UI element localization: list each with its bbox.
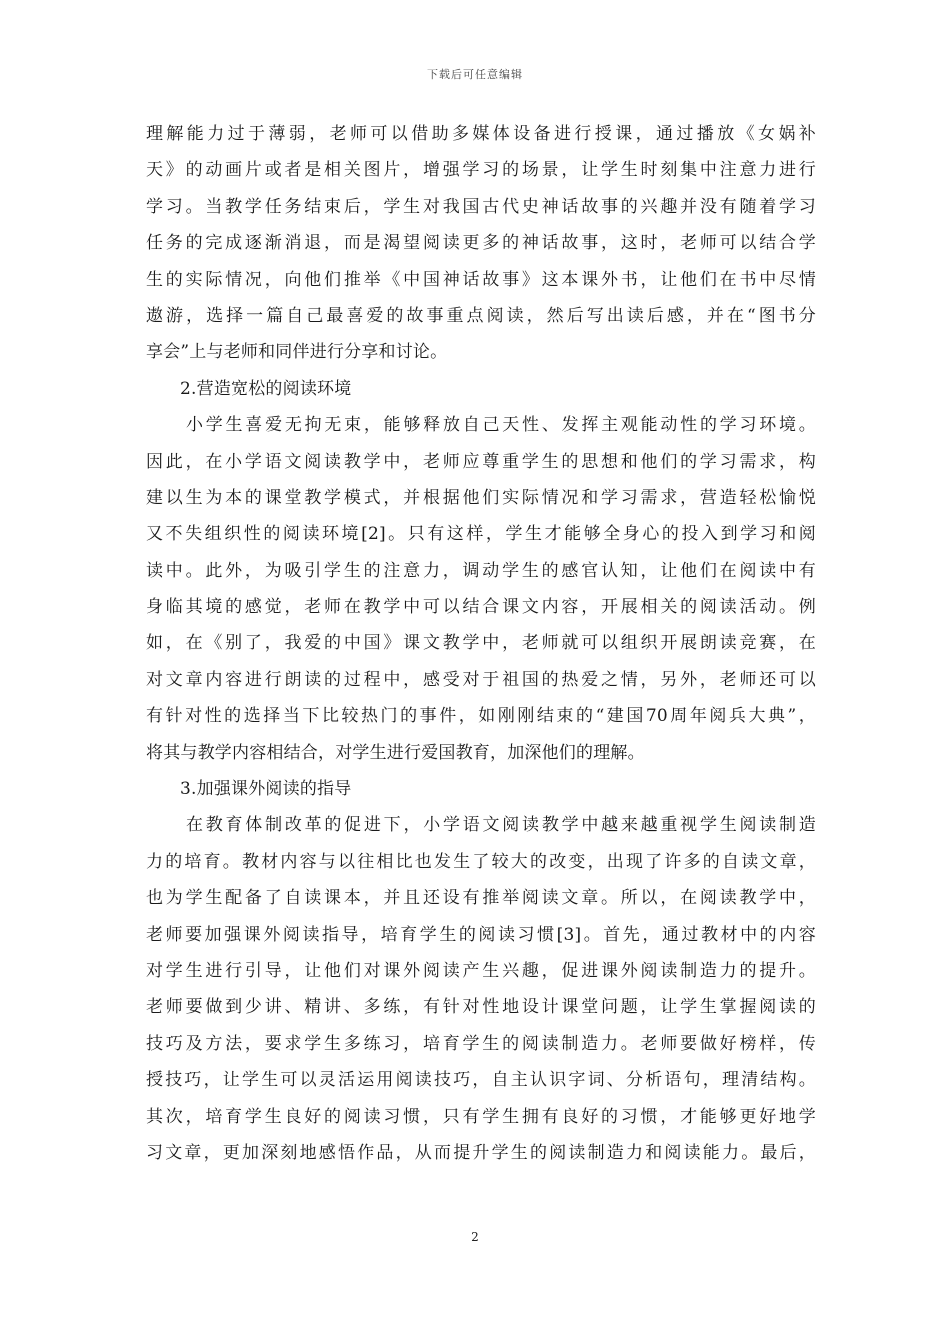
text-line: 有针对性的选择当下比较热门的事件，如刚刚结束的“建国70周年阅兵大典”， xyxy=(146,706,816,727)
text-line: 小学生喜爱无拘无束，能够释放自己天性、发挥主观能动性的学习环境。 xyxy=(186,415,816,436)
text-line: 习文章，更加深刻地感悟作品，从而提升学生的阅读制造力和阅读能力。最后， xyxy=(146,1142,816,1163)
text-line: 建以生为本的课堂教学模式，并根据他们实际情况和学习需求，营造轻松愉悦 xyxy=(146,487,816,508)
text-line: 学习。当教学任务结束后，学生对我国古代史神话故事的兴趣并没有随着学习 xyxy=(146,196,816,217)
text-line: 生的实际情况，向他们推举《中国神话故事》这本课外书，让他们在书中尽情 xyxy=(146,269,816,290)
page-header: 下载后可任意编辑 xyxy=(427,68,523,81)
paragraph xyxy=(146,807,816,1171)
paragraph xyxy=(146,116,816,371)
text-line: 理解能力过于薄弱，老师可以借助多媒体设备进行授课，通过播放《女娲补 xyxy=(146,124,816,144)
text-line: 也为学生配备了自读课本，并且还设有推举阅读文章。所以，在阅读教学中， xyxy=(146,888,816,909)
page-number: 2 xyxy=(471,1230,479,1244)
paragraph xyxy=(146,407,816,771)
text-line: 力的培育。教材内容与以往相比也发生了较大的改变，出现了许多的自读文章， xyxy=(146,851,816,872)
text-line: 对文章内容进行朗读的过程中，感受对于祖国的热爱之情，另外，老师还可以 xyxy=(146,669,816,690)
text-line: 授技巧，让学生可以灵活运用阅读技巧，自主认识字词、分析语句，理清结构。 xyxy=(146,1070,816,1091)
text-line: 如，在《别了，我爱的中国》课文教学中，老师就可以组织开展朗读竞赛，在 xyxy=(146,633,816,654)
text-line: 任务的完成逐渐消退，而是渴望阅读更多的神话故事，这时，老师可以结合学 xyxy=(146,233,816,254)
text-line: 对学生进行引导，让他们对课外阅读产生兴趣，促进课外阅读制造力的提升。 xyxy=(146,960,816,981)
text-line: 在教育体制改革的促进下，小学语文阅读教学中越来越重视学生阅读制造 xyxy=(186,815,816,836)
text-line: 读中。此外，为吸引学生的注意力，调动学生的感官认知，让他们在阅读中有 xyxy=(146,560,816,581)
text-line: 技巧及方法，要求学生多练习，培育学生的阅读制造力。老师要做好榜样，传 xyxy=(146,1033,816,1054)
text-line: 享会”上与老师和同伴进行分享和讨论。 xyxy=(146,342,448,363)
text-line: 又不失组织性的阅读环境[2]。只有这样，学生才能够全身心的投入到学习和阅 xyxy=(146,524,816,545)
text-line: 天》的动画片或者是相关图片，增强学习的场景，让学生时刻集中注意力进行 xyxy=(146,160,816,181)
text-line: 其次，培育学生良好的阅读习惯，只有学生拥有良好的习惯，才能够更好地学 xyxy=(146,1106,816,1127)
text-line: 遨游，选择一篇自己最喜爱的故事重点阅读，然后写出读后感，并在“图书分 xyxy=(146,305,816,326)
text-line: 老师要加强课外阅读指导，培育学生的阅读习惯[3]。首先，通过教材中的内容 xyxy=(146,924,816,945)
document-body xyxy=(146,116,816,1171)
text-line: 因此，在小学语文阅读教学中，老师应尊重学生的思想和他们的学习需求，构 xyxy=(146,451,816,472)
section-heading: 2.营造宽松的阅读环境 xyxy=(180,378,352,399)
section-heading: 3.加强课外阅读的指导 xyxy=(180,779,352,800)
text-line: 老师要做到少讲、精讲、多练，有针对性地设计课堂问题，让学生掌握阅读的 xyxy=(146,997,816,1018)
text-line: 将其与教学内容相结合，对学生进行爱国教育，加深他们的理解。 xyxy=(146,742,645,763)
text-line: 身临其境的感觉，老师在教学中可以结合课文内容，开展相关的阅读活动。例 xyxy=(146,597,816,618)
